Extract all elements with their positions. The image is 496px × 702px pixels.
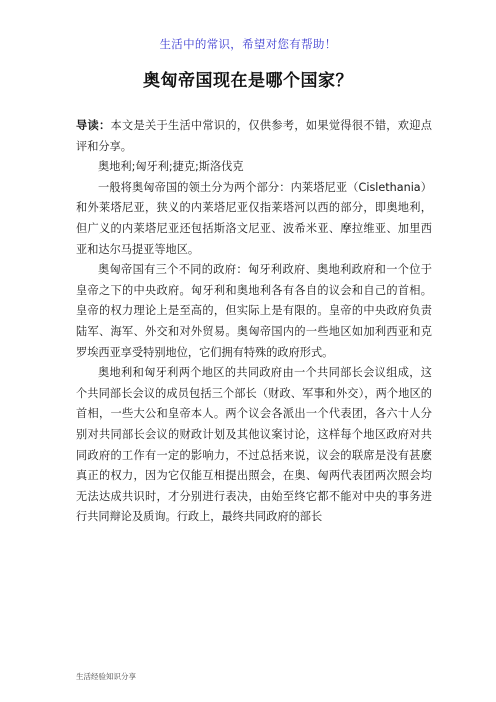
header-note: 生活中的常识，希望对您有帮助！ [159, 37, 337, 51]
lead-paragraph [76, 116, 432, 157]
footer-note: 生活经验知识分享 [76, 672, 136, 681]
keywords-paragraph: 奥地利;匈牙利;捷克;斯洛伐克 [98, 160, 244, 174]
lead-label: 导读： [76, 119, 111, 132]
article-body [76, 116, 432, 528]
lead-text: 本文是关于生活中常识的，仅供参考，如果觉得很不错，欢迎点评和分享。 [76, 119, 432, 153]
page-title: 奥匈帝国现在是哪个国家？ [143, 71, 353, 91]
body-paragraph: 奥匈帝国有三个不同的政府：匈牙利政府、奥地利政府和一个位于皇帝之下的中央政府。匈牙利和奥地利各有各自的议会和自己的首相。皇帝的权力理论上是至高的，但实际上是有限的。皇帝的中央政府负责陆军、海军、外交和对外贸易。奥匈帝国内的一些地区如加利西亚和克罗埃西亚享受特别地位，它们拥有特殊的政府形式。 [76, 263, 432, 359]
body-paragraph: 一般将奥匈帝国的领土分为两个部分：内莱塔尼亚（Cislethania）和外莱塔尼亚，狭义的内莱塔尼亚仅指莱塔河以西的部分，即奥地利，但广义的内莱塔尼亚还包括斯洛文尼亚、波希米亚、摩拉维亚、加里西亚和达尔马提亚等地区。 [76, 180, 432, 256]
body-paragraph: 奥地利和匈牙利两个地区的共同政府由一个共同部长会议组成，这个共同部长会议的成员包括三个部长（财政、军事和外交），两个地区的首相，一些大公和皇帝本人。两个议会各派出一个代表团，各六十人分别对共同部长会议的财政计划及其他议案讨论，这样每个地区政府对共同政府的工作有一定的影响力，不过总括来说，议会的联席是没有甚麽真正的权力，因为它仅能互相提出照会，在奥、匈两代表团两次照会均无法达成共识时，才分别进行表决，由始至终它都不能对中央的事务进行共同辩论及质询。行政上，最终共同政府的部长 [76, 366, 432, 524]
